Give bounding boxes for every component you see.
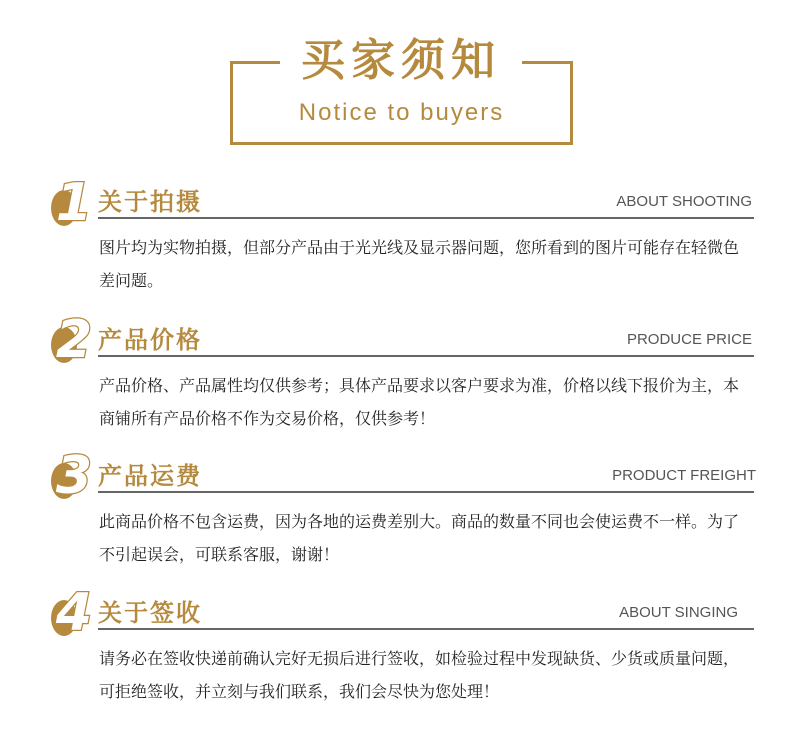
- section-number: 3: [55, 449, 93, 503]
- section-divider: [98, 217, 754, 219]
- section-body: 请务必在签收快递前确认完好无损后进行签收，如检验过程中发现缺货、少货或质量问题，可拒绝签收，并立刻与我们联系，我们会尽快为您处理！: [99, 649, 740, 701]
- section-divider: [98, 491, 754, 493]
- section-body: 图片均为实物拍摄，但部分产品由于光光线及显示器问题，您所看到的图片可能存在轻微色差问题。: [99, 238, 740, 290]
- page-title: 买家须知: [301, 35, 501, 86]
- section-title-en: PRODUCT FREIGHT: [612, 467, 756, 484]
- section-number: 4: [55, 586, 93, 640]
- section-title: 产品运费: [98, 462, 202, 490]
- section-number: 2: [55, 313, 93, 367]
- section-title-en: ABOUT SHOOTING: [616, 193, 752, 210]
- header-frame-top-left: [230, 61, 280, 64]
- section-body: 此商品价格不包含运费，因为各地的运费差别大。商品的数量不同也会使运费不一样。为了不引起误会，可联系客服，谢谢！: [99, 512, 740, 564]
- number-badge-icon: [48, 313, 96, 367]
- section-divider: [98, 355, 754, 357]
- section-title-en: ABOUT SINGING: [619, 604, 738, 621]
- section-title: 关于拍摄: [98, 188, 202, 216]
- section-divider: [98, 628, 754, 630]
- number-badge-icon: [48, 176, 96, 230]
- number-badge-icon: [48, 449, 96, 503]
- section-title: 产品价格: [98, 326, 202, 354]
- section-body: 产品价格、产品属性均仅供参考；具体产品要求以客户要求为准，价格以线下报价为主，本商铺所有产品价格不作为交易价格，仅供参考！: [99, 376, 740, 428]
- section-title: 关于签收: [98, 599, 202, 627]
- number-badge-icon: [48, 586, 96, 640]
- header-frame-top-right: [522, 61, 573, 64]
- section-number: 1: [55, 176, 93, 230]
- page-subtitle: Notice to buyers: [298, 99, 505, 126]
- section-title-en: PRODUCE PRICE: [626, 331, 752, 348]
